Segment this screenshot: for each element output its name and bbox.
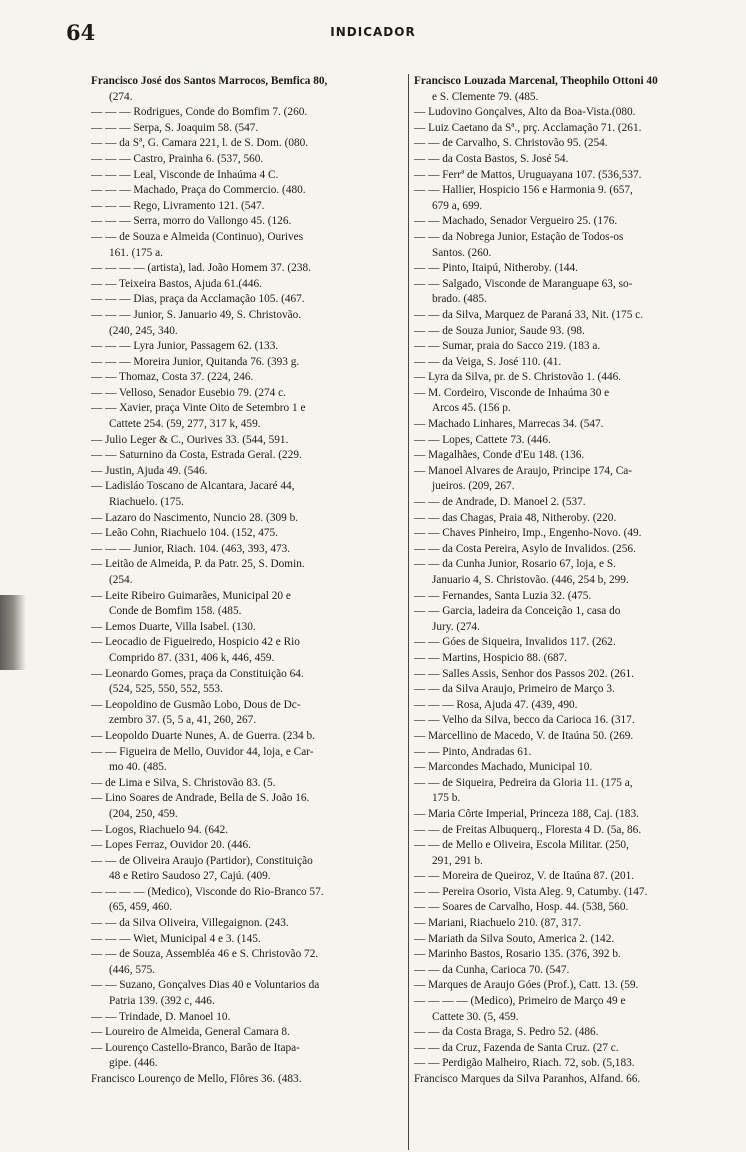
directory-entry-line: 291, 291 b. (432, 854, 483, 867)
directory-entry-line: (524, 525, 550, 552, 553. (109, 683, 223, 696)
directory-entry-line: — Marcondes Machado, Municipal 10. (414, 761, 593, 774)
directory-entry-line: — — Góes de Siqueira, Invalidos 117. (262. (414, 636, 616, 649)
directory-entry-line: — Lyra da Silva, pr. de S. Christovão 1. (446. (414, 371, 622, 384)
directory-entry-line: — Julio Leger & C., Ourives 33. (544, 591. (91, 433, 289, 446)
directory-entry-line: gipe. (446. (109, 1057, 158, 1070)
running-title: INDICADOR (330, 25, 416, 39)
directory-entry-line: — — da Silva Oliveira, Villegaignon. (243. (91, 917, 289, 930)
directory-entry-line: — Maria Côrte Imperial, Princeza 188, Caj. (183. (414, 807, 639, 820)
directory-entry-line: — — da Cunha, Carioca 70. (547. (414, 963, 570, 976)
directory-entry-line: — — Trindade, D. Manoel 10. (91, 1010, 231, 1023)
directory-entry-line: — — de Souza e Almeida (Continuo), Ourives (91, 230, 304, 243)
directory-entry-line: — — Chaves Pinheiro, Imp., Engenho-Novo. (49. (414, 527, 642, 540)
directory-entry-line: — Logos, Riachuelo 94. (642. (91, 823, 229, 836)
directory-entry-line: — — da Costa Bastos, S. José 54. (414, 152, 569, 165)
directory-entry-line: — — — Leal, Visconde de Inhaúma 4 C. (91, 168, 279, 181)
directory-entry-line: — — de Carvalho, S. Christovão 95. (254. (414, 137, 608, 150)
directory-entry-line: — — de Souza Junior, Saude 93. (98. (414, 324, 585, 337)
directory-entry-line: Conde de Bomfim 158. (485. (109, 605, 242, 618)
directory-entry-line: — Leocadio de Figueiredo, Hospicio 42 e Rio (91, 636, 300, 649)
directory-entry-line: — Leopoldo Duarte Nunes, A. de Guerra. (234 b. (91, 729, 315, 742)
directory-entry-line: — — da Cruz, Fazenda de Santa Cruz. (27 c. (414, 1041, 619, 1054)
directory-entry-line: — — — Rosa, Ajuda 47. (439, 490. (414, 698, 578, 711)
directory-entry-line: Arcos 45. (156 p. (432, 402, 511, 415)
directory-entry-line: (274. (109, 90, 133, 103)
directory-entry-line: — — Suzano, Gonçalves Dias 40 e Voluntarios da (91, 979, 320, 992)
directory-entry-line: — Leitão de Almeida, P. da Patr. 25, S. Domin. (91, 558, 305, 571)
directory-entry-line: (254. (109, 574, 133, 586)
directory-entry-line: — Lourenço Castello-Branco, Barão de Itapa- (91, 1041, 300, 1054)
directory-entry-line: — — da Veiga, S. José 110. (41. (414, 355, 562, 368)
directory-entry-line: — Leite Ribeiro Guimarães, Municipal 20 e (91, 589, 291, 602)
directory-entry-line: — — de Freitas Albuquerq., Floresta 4 D. (5a, 86. (414, 823, 642, 836)
directory-entry-line: — — de Oliveira Araujo (Partidor), Constituição (91, 854, 313, 867)
directory-entry-line: — Ladisláo Toscano de Alcantara, Jacaré 44, (91, 480, 295, 493)
directory-entry-line: — de Lima e Silva, S. Christovão 83. (5. (91, 776, 276, 789)
column-divider (408, 74, 409, 1150)
directory-entry-line: — — — Junior, S. Januario 49, S. Christovão. (91, 308, 302, 321)
directory-entry-line: (446, 575. (109, 963, 156, 976)
directory-entry-line: — Lemos Duarte, Villa Isabel. (130. (91, 620, 256, 633)
directory-entry-line: — — — Wiet, Municipal 4 e 3. (145. (91, 932, 261, 945)
directory-entry-line: — — da Nobrega Junior, Estação de Todos-os (414, 230, 624, 243)
directory-entry-line: — — Sumar, praia do Sacco 219. (183 a. (414, 340, 601, 353)
directory-entry-line: — — Machado, Senador Vergueiro 25. (176. (414, 215, 618, 228)
directory-entry-line: brado. (485. (432, 293, 487, 306)
directory-entry-line: — — — — (Medico), Visconde do Rio-Branco 57. (91, 885, 324, 898)
directory-entry-line: — — Garcia, ladeira da Conceição 1, casa do (414, 605, 621, 618)
directory-entry-line: — — Saturnino da Costa, Estrada Geral. (229. (91, 449, 302, 462)
directory-entry-line: Francisco Louzada Marcenal, Theophilo Ottoni 40 (414, 75, 658, 87)
directory-entry-line: — — de Souza, Assembléa 46 e S. Christovão 72. (91, 948, 319, 961)
directory-entry-line: — — da Costa Braga, S. Pedro 52. (486. (414, 1026, 599, 1039)
directory-entry-line: — — das Chagas, Praia 48, Nitheroby. (220. (414, 511, 617, 524)
directory-entry-line: — — — — (Medico), Primeiro de Março 49 e (414, 995, 626, 1008)
directory-entry-line: — — Xavier, praça Vinte Oito de Setembro 1 e (91, 402, 306, 415)
page-number: 64 (66, 20, 96, 45)
directory-entry-line: — — — Machado, Praça do Commercio. (480. (91, 184, 306, 197)
directory-entry-line: Santos. (260. (432, 246, 492, 259)
directory-entry-line: 48 e Retiro Saudoso 27, Cajú. (409. (109, 870, 271, 883)
directory-entry-line: 679 a, 699. (432, 199, 483, 212)
directory-entry-line: — M. Cordeiro, Visconde de Inhaúma 30 e (414, 386, 610, 399)
directory-entry-line: — Ludovino Gonçalves, Alto da Boa-Vista.(080. (414, 106, 636, 119)
directory-entry-line: — — Martins, Hospicio 88. (687. (414, 651, 568, 664)
directory-entry-line: — Marcellino de Macedo, V. de Itaúna 50. (269. (414, 729, 634, 742)
directory-entry-line: — — de Mello e Oliveira, Escola Militar. (250, (414, 839, 629, 852)
directory-entry-line: — — — Dias, praça da Acclamação 105. (467. (91, 293, 305, 306)
directory-entry-line: — Leonardo Gomes, praça da Constituição 64. (91, 667, 304, 680)
directory-entry-line: — — Velho da Silva, becco da Carioca 16. (317. (414, 714, 635, 727)
directory-entry-line: — Leão Cohn, Riachuelo 104. (152, 475. (91, 527, 278, 540)
binding-edge-shadow (0, 595, 26, 670)
directory-entry-line: (65, 459, 460. (109, 901, 173, 914)
directory-entry-line: — — — — (artista), lad. João Homem 37. (238. (91, 262, 311, 275)
directory-entry-line: (240, 245, 340. (109, 324, 178, 337)
directory-entry-line: 175 b. (432, 792, 461, 805)
directory-entry-line: — — Salles Assis, Senhor dos Passos 202. (261. (414, 667, 634, 680)
directory-entry-line: e S. Clemente 79. (485. (432, 90, 539, 103)
page-header (0, 0, 746, 60)
directory-entry-line: — Marinho Bastos, Rosario 135. (376, 392 b. (414, 948, 621, 961)
directory-entry-line: — — da Cunha Junior, Rosario 67, loja, e S. (414, 558, 616, 571)
directory-entry-line: — — — Moreira Junior, Quitanda 76. (393 g. (91, 355, 300, 368)
directory-entry-line: — — da Costa Pereira, Asylo de Invalidos. (256. (414, 542, 636, 555)
directory-entry-line: — — — Rego, Livramento 121. (547. (91, 199, 265, 212)
directory-entry-line: — — — Rodrigues, Conde do Bomfim 7. (260. (91, 106, 308, 119)
directory-entry-line: — Mariath da Silva Souto, America 2. (142. (414, 932, 615, 945)
directory-entry-line: — — Figueira de Mello, Ouvidor 44, loja, e Car- (91, 745, 314, 758)
directory-entry-line: — — de Siqueira, Pedreira da Gloria 11. (175 a, (414, 776, 633, 789)
directory-entry-line: — — Pereira Osorio, Vista Aleg. 9, Catumby. (147. (414, 885, 648, 898)
directory-entry-line: Januario 4, S. Christovão. (446, 254 b, 299. (432, 574, 629, 586)
directory-entry-line: — — — Lyra Junior, Passagem 62. (133. (91, 340, 279, 353)
directory-entry-line: — Lino Soares de Andrade, Bella de S. João 16. (91, 792, 310, 805)
directory-entry-line: — — — Junior, Riach. 104. (463, 393, 473. (91, 542, 291, 555)
directory-entry-line: — Mariani, Riachuelo 210. (87, 317. (414, 917, 582, 930)
directory-entry-line: — Manoel Alvares de Araujo, Principe 174, Ca- (414, 464, 633, 477)
directory-entry-line: — Machado Linhares, Marrecas 34. (547. (414, 418, 604, 431)
directory-entry-line: Riachuelo. (175. (109, 496, 184, 509)
directory-entry-line: — Loureiro de Almeida, General Camara 8. (91, 1026, 290, 1039)
directory-entry-line: Comprido 87. (331, 406 k, 446, 459. (109, 651, 275, 664)
directory-entry-line: — — de Andrade, D. Manoel 2. (537. (414, 496, 586, 509)
directory-entry-line: — — Pinto, Itaipú, Nitheroby. (144. (414, 262, 578, 275)
directory-entry-line: — — Lopes, Cattete 73. (446. (414, 433, 551, 446)
directory-entry-line: — Leopoldino de Gusmão Lobo, Dous de Dc- (91, 698, 301, 711)
directory-entry-line: — Lopes Ferraz, Ouvidor 20. (446. (91, 839, 252, 852)
directory-entry-line: — Marques de Araujo Góes (Prof.), Catt. 13. (59. (414, 979, 639, 992)
directory-entry-line: Cattete 30. (5, 459. (432, 1010, 519, 1023)
directory-entry-line: — — Velloso, Senador Eusebio 79. (274 c. (91, 386, 286, 399)
directory-entry-line: — — Soares de Carvalho, Hosp. 44. (538, 560. (414, 901, 629, 914)
directory-entry-line: — — Hallier, Hospicio 156 e Harmonia 9. (657, (414, 184, 633, 197)
directory-entry-line: Jury. (274. (432, 620, 480, 633)
right-column (414, 74, 736, 1088)
directory-entry-line: — Lazaro do Nascimento, Nuncio 28. (309 b. (91, 511, 299, 524)
directory-entry-line: — — — Serpa, S. Joaquim 58. (547. (91, 121, 259, 134)
directory-entry-line: — — Thomaz, Costa 37. (224, 246. (91, 371, 254, 384)
directory-entry-line: Cattete 254. (59, 277, 317 k, 459. (109, 418, 261, 431)
directory-entry-line: Francisco Marques da Silva Paranhos, Alfand. 66. (414, 1073, 641, 1085)
directory-entry-line: — — Perdigão Malheiro, Riach. 72, sob. (5,183. (414, 1057, 635, 1070)
directory-entry-line: (204, 250, 459. (109, 807, 178, 820)
directory-entry-line: — — da Sª, G. Camara 221, l. de S. Dom. (080. (91, 137, 309, 150)
directory-entry-line: — — Teixeira Bastos, Ajuda 61.(446. (91, 277, 262, 290)
directory-entry-line: — — Salgado, Visconde de Maranguape 63, so- (414, 277, 633, 290)
directory-entry-line: zembro 37. (5, 5 a, 41, 260, 267. (109, 714, 257, 727)
directory-entry-line: Francisco Lourenço de Mello, Flôres 36. (483. (91, 1073, 302, 1085)
directory-entry-line: — — — Serra, morro do Vallongo 45. (126. (91, 215, 292, 228)
directory-entry-line: — — Moreira de Queiroz, V. de Itaúna 87. (201. (414, 870, 635, 883)
directory-entry-line: mo 40. (485. (109, 761, 167, 774)
left-column (91, 74, 405, 1088)
directory-entry-line: jueiros. (209, 267. (432, 480, 515, 493)
directory-entry-line: Patria 139. (392 c, 446. (109, 995, 215, 1008)
directory-entry-line: — — Ferrª de Mattos, Uruguayana 107. (536,537. (414, 168, 642, 181)
directory-entry-line: — — da Silva, Marquez de Paraná 33, Nit. (175 c. (414, 308, 644, 321)
directory-entry-line: — Justin, Ajuda 49. (546. (91, 464, 208, 477)
directory-entry-line: Francisco José dos Santos Marrocos, Bemfica 80, (91, 75, 328, 87)
directory-entry-line: — — Fernandes, Santa Luzia 32. (475. (414, 589, 592, 602)
directory-entry-line: — — — Castro, Prainha 6. (537, 560. (91, 152, 264, 165)
directory-entry-line: — Magalhães, Conde d'Eu 148. (136. (414, 449, 585, 462)
directory-entry-line: — — Pinto, Andradas 61. (414, 745, 532, 758)
directory-entry-line: 161. (175 a. (109, 246, 163, 259)
directory-entry-line: — Luiz Caetano da Sª., prç. Acclamação 71. (261. (414, 121, 642, 134)
directory-entry-line: — — da Silva Araujo, Primeiro de Março 3. (414, 683, 615, 696)
